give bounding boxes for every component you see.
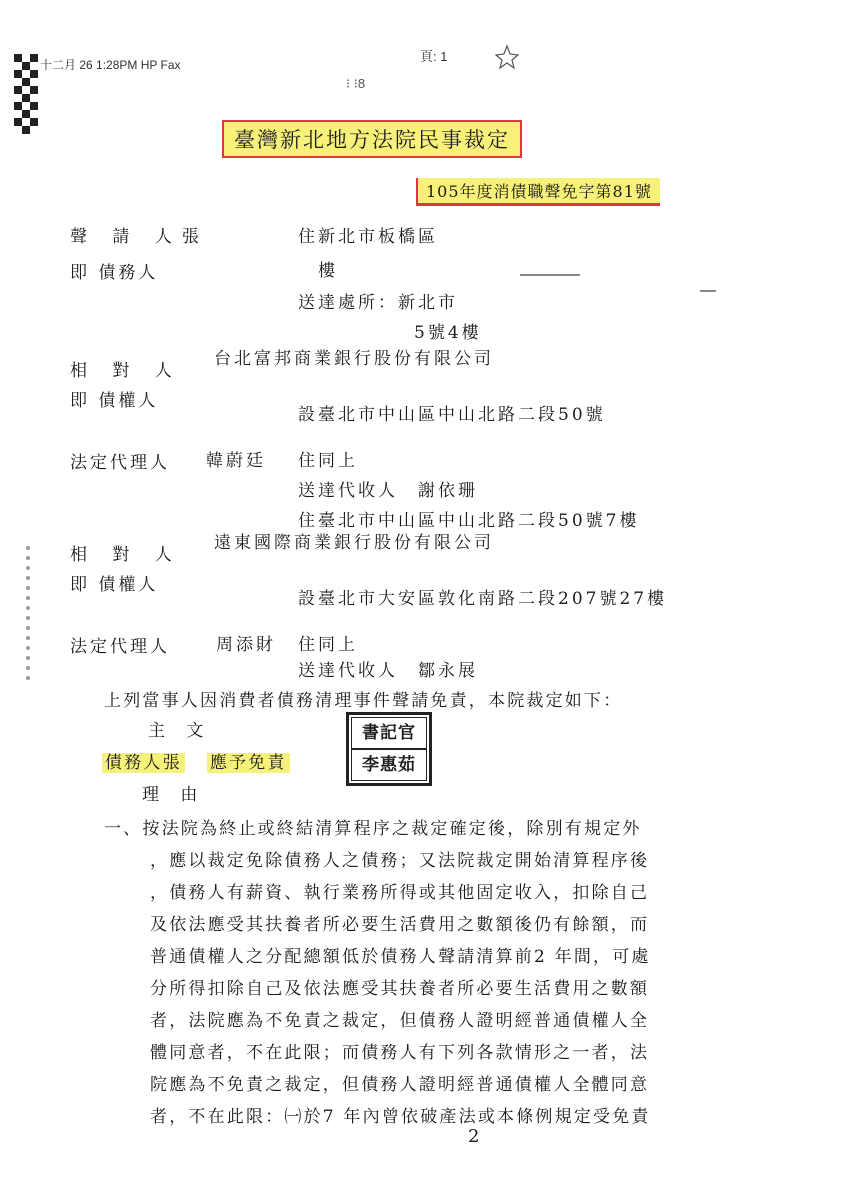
party-role-2: 即 債權人: [70, 575, 159, 595]
party-role: 相 對 人: [70, 545, 182, 565]
legal-rep-label: 法定代理人: [70, 637, 170, 657]
service-agent-address: 住臺北市中山區中山北路二段50號7樓: [298, 511, 640, 531]
legal-rep-label: 法定代理人: [70, 453, 170, 473]
party-name: 張: [181, 227, 202, 247]
legal-rep-name: 周添財: [216, 635, 276, 655]
legal-rep-name: 韓蔚廷: [206, 451, 266, 471]
rep-address: 住同上: [298, 635, 358, 655]
party-role: 聲 請 人張: [70, 227, 202, 247]
service-address: 送達處所：新北市: [298, 293, 458, 313]
reason-line: 者，不在此限：㈠於7 年內曾依破產法或本條例規定受免責: [150, 1107, 651, 1127]
ruling-debtor: 債務人張: [102, 753, 185, 773]
page-number: 2: [468, 1126, 480, 1147]
intro-text: 上列當事人因消費者債務清理事件聲請免責，本院裁定如下：: [104, 691, 623, 711]
redaction-mark: [700, 290, 716, 292]
party-role-2: 即 債務人: [70, 263, 159, 283]
service-agent: 送達代收人 謝依珊: [298, 481, 478, 501]
fax-checker-mark: [14, 54, 40, 138]
reason-line: 及依法應受其扶養者所必要生活費用之數額後仍有餘額，而: [150, 915, 650, 935]
party-address: 設臺北市中山區中山北路二段50號: [298, 405, 606, 425]
party-role: 相 對 人: [70, 361, 182, 381]
party-name: 台北富邦商業銀行股份有限公司: [214, 349, 494, 369]
service-agent: 送達代收人 鄒永展: [298, 661, 478, 681]
binding-holes: [26, 540, 46, 686]
redaction-mark: [520, 274, 580, 276]
reason-line: 體同意者，不在此限；而債務人有下列各款情形之一者，法: [150, 1043, 650, 1063]
clerk-seal: [346, 712, 432, 786]
reason-line: 分所得扣除自己及依法應受其扶養者所必要生活費用之數額: [150, 979, 650, 999]
seal-title: 書記官: [351, 717, 427, 749]
party-address: 樓: [318, 261, 338, 281]
reason-line: 者，法院應為不免責之裁定，但債務人證明經普通債權人全: [150, 1011, 650, 1031]
reason-line: ，債務人有薪資、執行業務所得或其他固定收入，扣除自己: [150, 883, 650, 903]
ruling-outcome: 應予免責: [207, 753, 290, 773]
rep-address: 住同上: [298, 451, 358, 471]
party-address: 住新北市板橋區: [298, 227, 438, 247]
reason-line: ，應以裁定免除債務人之債務；又法院裁定開始清算程序後: [150, 851, 650, 871]
seal-name: 李惠茹: [351, 749, 427, 781]
reason-heading: 理 由: [142, 785, 200, 805]
party-role-2: 即 債權人: [70, 391, 159, 411]
reason-line: 普通債權人之分配總額低於債務人聲請清算前2 年間，可處: [150, 947, 651, 967]
reason-line: 一、按法院為終止或終結清算程序之裁定確定後，除別有規定外: [104, 819, 642, 839]
main-heading: 主 文: [148, 721, 206, 741]
document-title: 臺灣新北地方法院民事裁定: [222, 120, 522, 158]
star-mark-icon: [494, 44, 520, 70]
party-address: 設臺北市大安區敦化南路二段207號27樓: [298, 589, 668, 609]
service-address: 5號4樓: [414, 323, 482, 343]
reason-line: 院應為不免責之裁定，但債務人證明經普通債權人全體同意: [150, 1075, 650, 1095]
party-name: 遠東國際商業銀行股份有限公司: [214, 533, 494, 553]
fax-mark: ⁝ ⁝8: [346, 76, 366, 91]
fax-page-label: 頁: 1: [420, 49, 448, 64]
fax-header: 十二月 26 1:28PM HP Fax: [40, 58, 181, 72]
ruling-text: [102, 748, 290, 773]
case-number: 105年度消債職聲免字第81號: [416, 178, 660, 206]
